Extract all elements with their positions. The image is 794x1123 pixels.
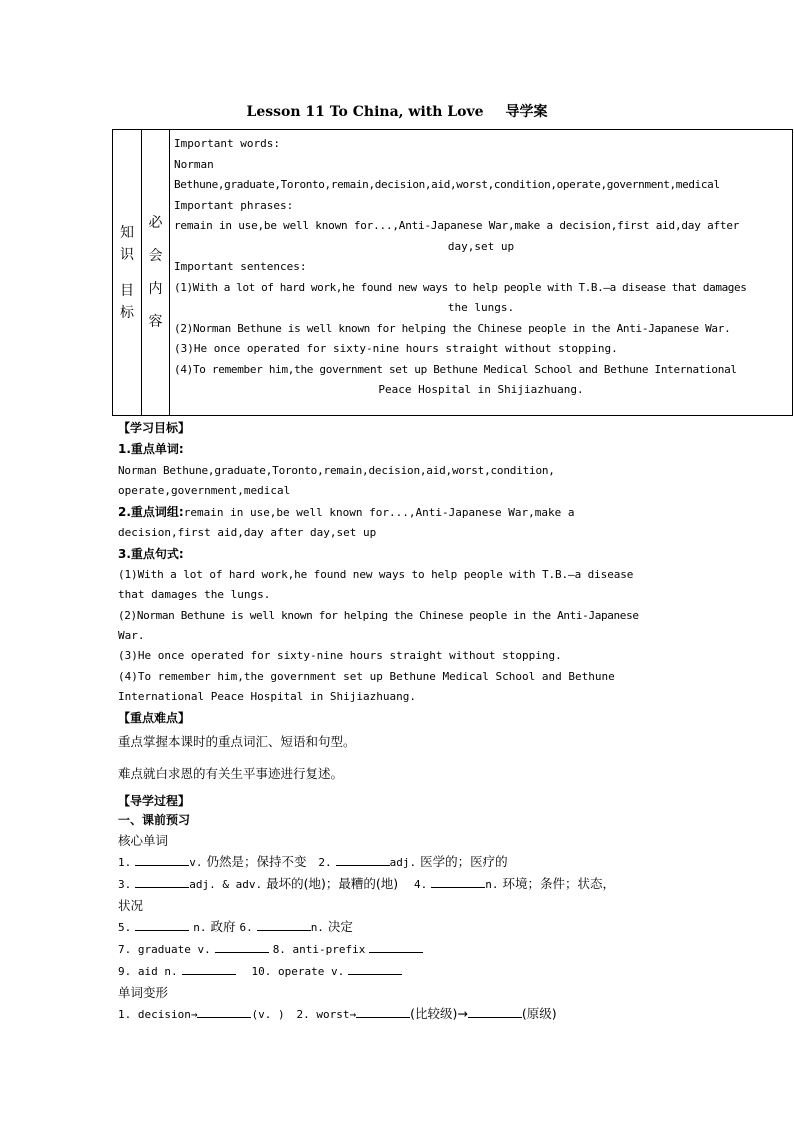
exercise-row [118,916,718,938]
exercise-row [118,851,718,873]
core-words-heading: 核心单词 [118,833,169,848]
item-prompt: 8. anti-prefix [272,943,366,956]
item-number: 6. [239,921,253,934]
words-line: Bethune,graduate,Toronto,remain,decision,aid,worst,condition,operate,government,medical [174,178,720,191]
phrases-line: day,set up [447,239,515,253]
key-sentence-line: International Peace Hospital in Shijiazhuang. [118,689,417,703]
exercise-row [118,960,718,982]
label-char: 内 [148,280,163,297]
part-of-speech: n. [193,921,207,934]
meaning: 决定 [327,919,353,934]
answer-blank[interactable] [135,918,189,931]
title-en: Lesson 11 To China, with Love [246,104,484,120]
answer-blank[interactable] [135,853,189,866]
meaning: 政府 [210,919,236,934]
key-words-line: operate,government,medical [118,484,291,498]
phrases-line: remain in use,be well known for...,Anti-Japanese War,make a decision,first aid,day after [174,219,740,232]
key-phrases-line: remain in use,be well known for...,Anti-Japanese War,make a [183,505,575,519]
item-hint: (v. ) [251,1008,285,1021]
exercise-continuation: 状况 [118,898,144,913]
meaning: 环境；条件；状态， [502,876,615,891]
answer-blank[interactable] [468,1005,522,1018]
key-words-line: Norman Bethune,graduate,Toronto,remain,decision,aid,worst,condition, [118,464,555,477]
label-char: 目 [120,282,134,299]
sentence-line: (4)To remember him,the government set up Bethune Medical School and Bethune International [174,362,737,376]
label-char: 知 [120,224,134,241]
sentence-line: (3)He once operated for sixty-nine hours straight without stopping. [174,342,618,355]
answer-blank[interactable] [197,1005,251,1018]
item-number: 5. [118,921,132,934]
must-know-label [142,130,170,416]
key-sentences-heading: 3.重点句式: [118,547,184,562]
focus-text: 重点掌握本课时的重点词汇、短语和句型。 [118,734,356,749]
learning-goals-section [118,419,639,707]
page-title [0,101,794,121]
answer-blank[interactable] [135,875,189,888]
learning-goals-heading: 【学习目标】 [118,421,191,435]
process-heading: 【导学过程】 [118,794,191,808]
key-sentence-line: (3)He once operated for sixty-nine hours straight without stopping. [118,649,562,663]
answer-blank[interactable] [182,962,236,975]
preview-heading: 一、课前预习 [118,813,191,827]
item-number: 1. [118,856,132,869]
part-of-speech: v. [189,856,203,869]
answer-blank[interactable] [431,875,485,888]
item-prompt: 7. graduate v. [118,943,211,956]
key-phrases-line: decision,first aid,day after day,set up [118,525,377,539]
phrases-heading: Important phrases: [174,198,294,212]
sentences-heading: Important sentences: [174,260,307,273]
answer-blank[interactable] [348,962,402,975]
item-prompt: 10. operate v. [251,965,345,978]
key-sentence-line: (1)With a lot of hard work,he found new ways to help people with T.B.—a disease [118,568,634,582]
item-prompt: 2. worst→ [296,1008,357,1021]
item-hint: (原级) [521,1006,557,1021]
meaning: 医学的；医疗的 [420,854,508,869]
part-of-speech: n. [485,878,499,891]
exercise-row [118,873,718,895]
item-hint: (比较级)→ [410,1006,468,1021]
sentence-line: (1)With a lot of hard work,he found new ways to help people with T.B.—a disease that damages [174,280,747,294]
process-section [118,792,718,1025]
key-sentence-line: (4)To remember him,the government set up Bethune Medical School and Bethune [118,669,615,683]
item-number: 3. [118,878,132,891]
answer-blank[interactable] [336,853,390,866]
word-forms-heading: 单词变形 [118,985,169,1000]
part-of-speech: adj. & adv. [189,878,263,891]
meaning: 仍然是；保持不变 [206,854,307,869]
words-heading: Important words: [174,137,280,150]
exercise-row [118,1003,718,1025]
part-of-speech: n. [310,921,324,934]
item-prompt: 1. decision→ [118,1008,198,1021]
label-char: 识 [120,246,134,263]
sentence-line: the lungs. [447,301,515,314]
key-phrases-heading: 2.重点词组: [118,504,184,519]
label-char: 必 [148,214,163,231]
sentence-line: Peace Hospital in Shijiazhuang. [378,383,584,396]
key-words-heading: 1.重点单词: [118,442,184,456]
objectives-table [112,129,793,416]
answer-blank[interactable] [215,940,269,953]
label-char: 标 [120,304,134,321]
label-char: 容 [148,313,163,330]
item-number: 2. [318,856,332,869]
answer-blank[interactable] [369,940,423,953]
sentence-line: (2)Norman Bethune is well known for helping the Chinese people in the Anti-Japanese War. [174,321,731,335]
key-sentence-line: War. [118,629,145,643]
part-of-speech: adj. [389,856,417,869]
key-sentence-line: that damages the lungs. [118,588,271,602]
key-points-heading: 【重点难点】 [118,711,191,725]
item-number: 4. [414,878,428,891]
key-points-section [118,709,356,783]
meaning: 最坏的(地)；最糟的(地) [266,876,399,891]
key-sentence-line: (2)Norman Bethune is well known for helping the Chinese people in the Anti-Japanese [118,608,639,622]
label-char: 会 [148,247,163,264]
exercise-row [118,938,718,960]
item-prompt: 9. aid n. [118,965,178,978]
objectives-content [170,130,793,416]
answer-blank[interactable] [356,1005,410,1018]
title-cn: 导学案 [505,104,548,120]
answer-blank[interactable] [257,918,311,931]
words-line: Norman [174,157,214,171]
knowledge-goal-label [113,130,142,416]
difficulty-text: 难点就白求恩的有关生平事迹进行复述。 [118,766,344,781]
